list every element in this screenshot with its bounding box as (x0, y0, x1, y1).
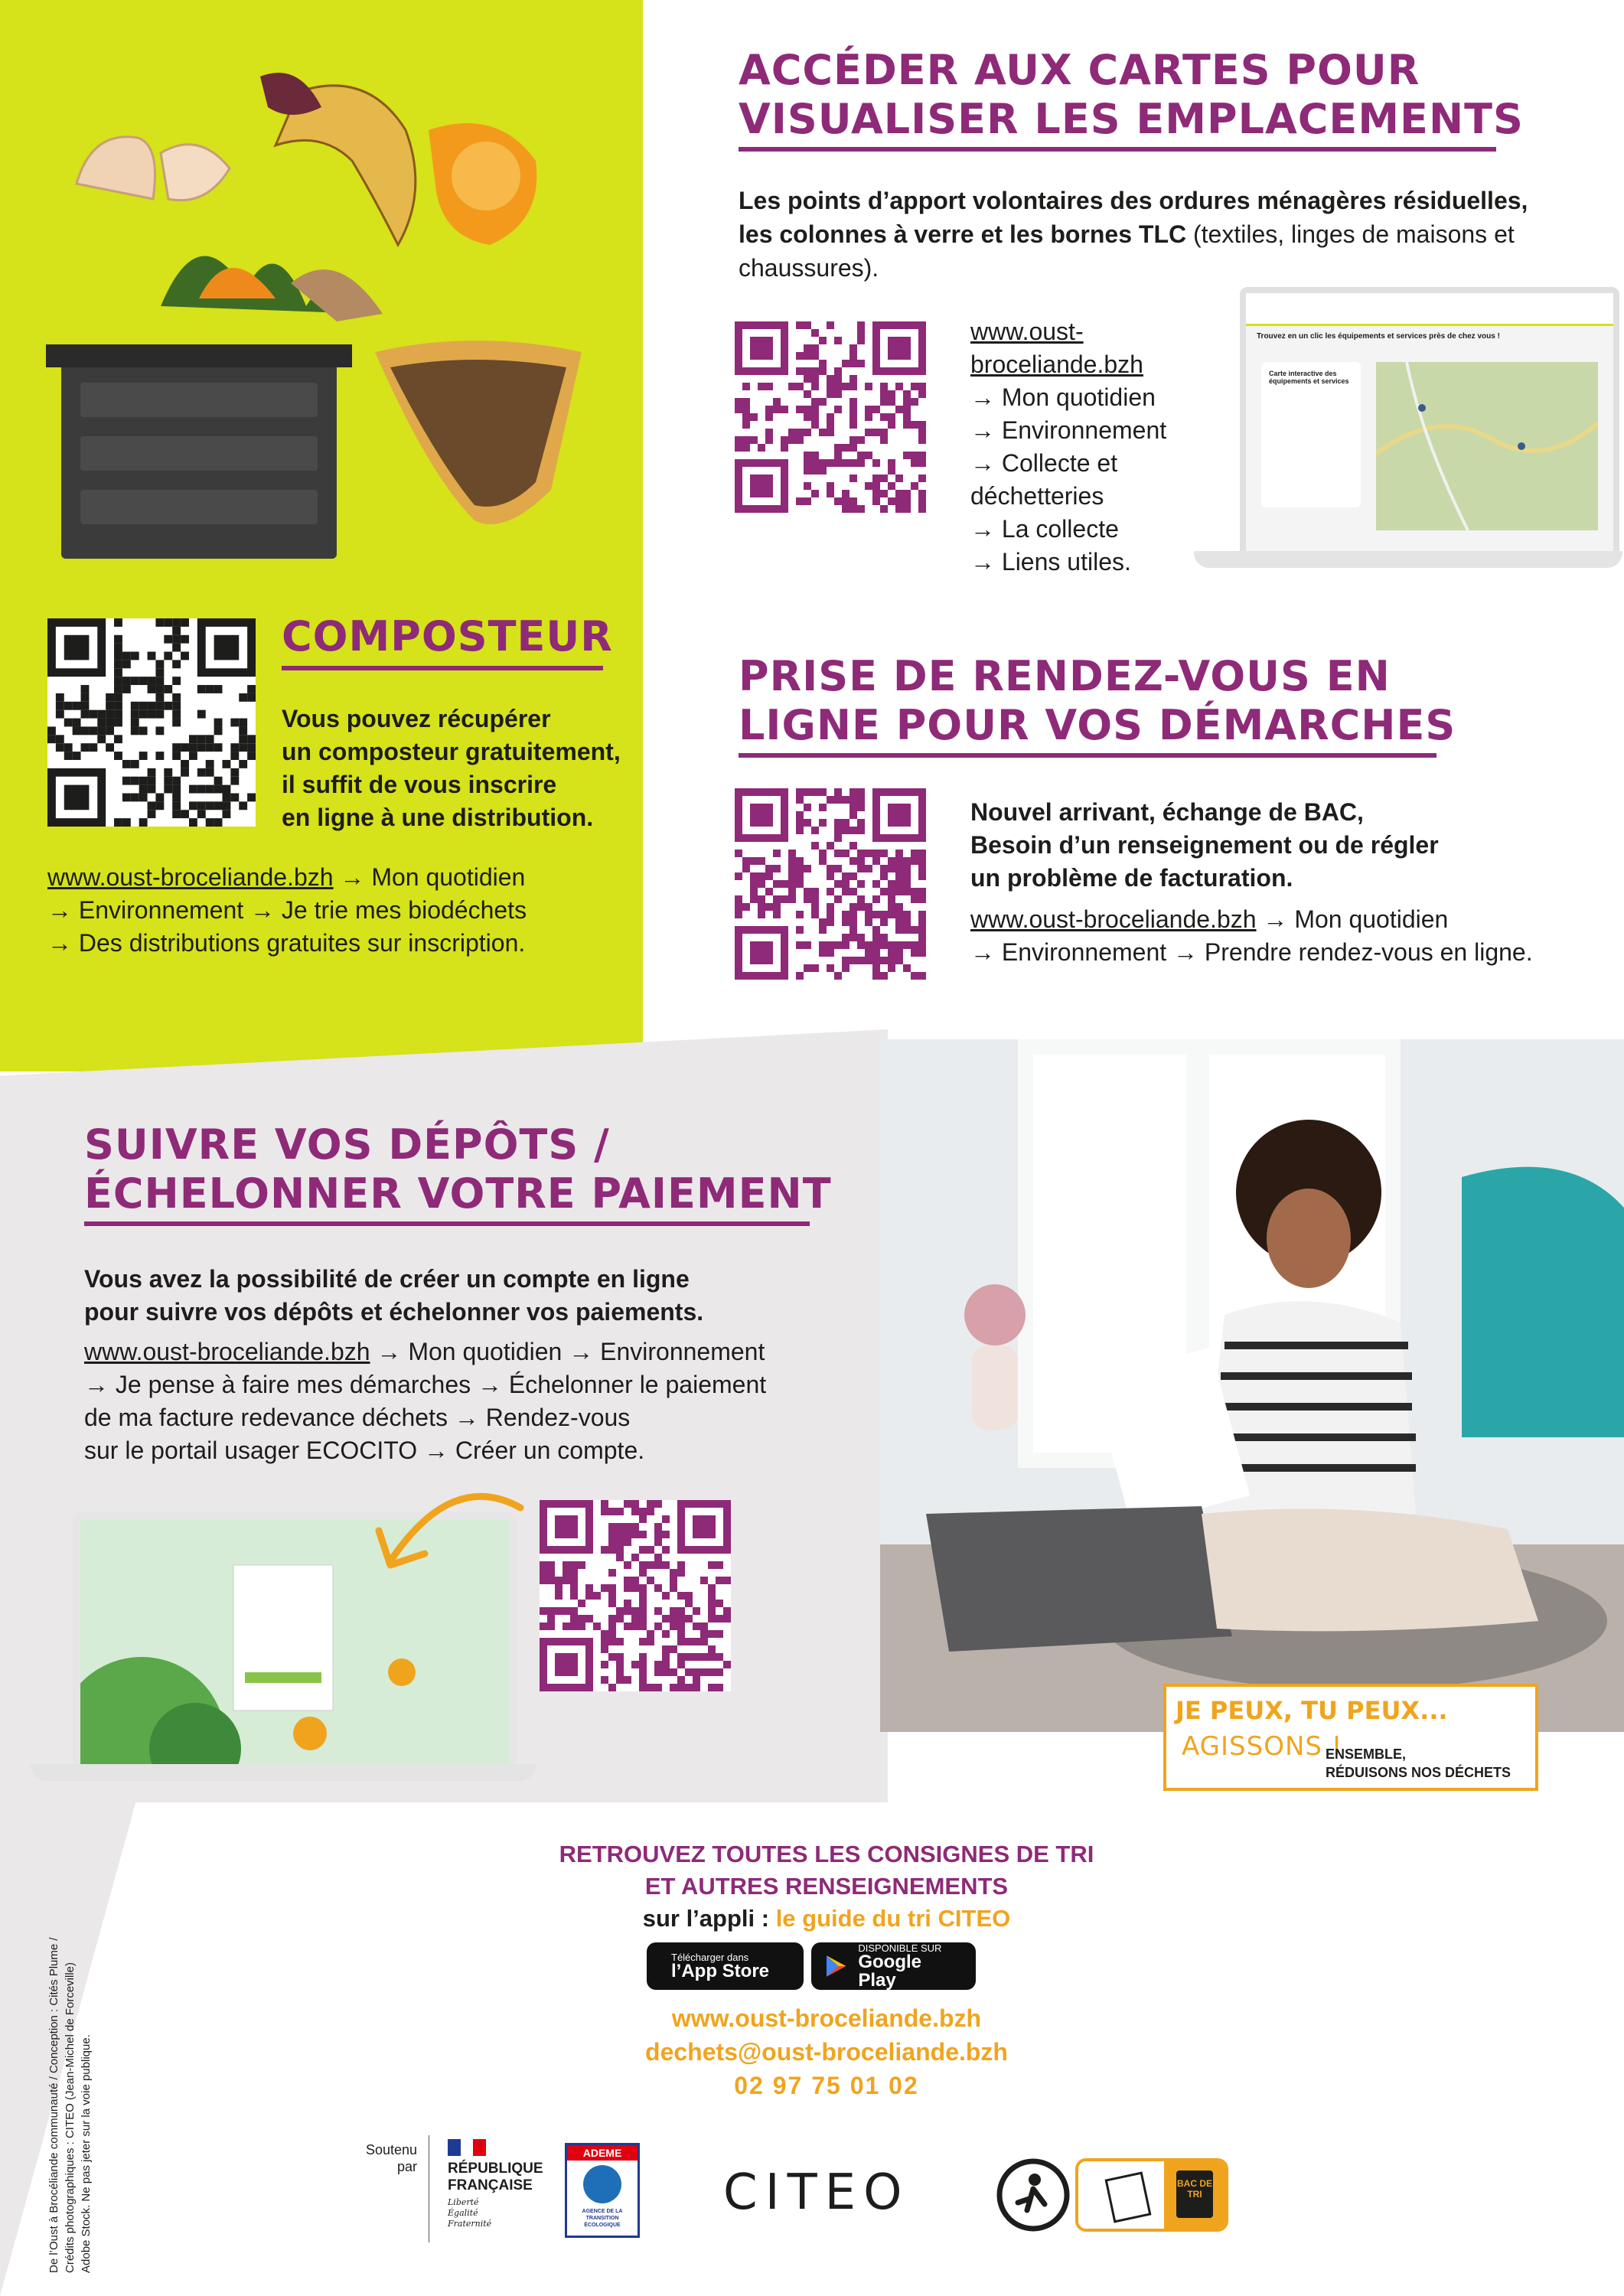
bac-de-tri-text: BAC DE TRI (1176, 2170, 1213, 2218)
footer-email-link[interactable]: dechets@oust-broceliande.bzh (645, 2038, 1008, 2066)
slogan-badge (1163, 1684, 1538, 1791)
footer-contacts (429, 2001, 1225, 2102)
footer-line2: ET AUTRES RENSEIGNEMENTS (644, 1873, 1009, 1900)
composteur-title: COMPOSTEUR (282, 612, 613, 660)
slogan-side: ENSEMBLE, RÉDUISONS NOS DÉCHETS (1326, 1746, 1511, 1780)
paper-icon (1105, 2171, 1152, 2223)
maps-path-2: → Environnement (970, 416, 1167, 444)
credits-text: De l’Oust à Brocéliande communauté / Conception : Cités Plume / Crédits photographiques : CITEO (Jean-Michel de Forceville) Adobe Stock. Ne pas jeter sur la voie publique. (47, 1937, 93, 2273)
google-play-button[interactable]: DISPONIBLE SUR Google Play (811, 1942, 976, 1990)
woman-laptop-photo (880, 1039, 1624, 1732)
soutenu-par-label: Soutenu par (365, 2142, 417, 2174)
footer-line1: RETROUVEZ TOUTES LES CONSIGNES DE TRI (559, 1841, 1094, 1867)
maps-path-3: → Collecte et (970, 449, 1118, 477)
slogan-line2: AGISSONS ! (1182, 1731, 1343, 1762)
rdv-title: PRISE DE RENDEZ-VOUS EN LIGNE POUR VOS DÉMARCHES (739, 652, 1456, 749)
composteur-qr-code[interactable] (47, 618, 256, 827)
rdv-title-rule (739, 753, 1436, 758)
footer-phone-link[interactable]: 02 97 75 01 02 (734, 2072, 919, 2099)
maps-title: ACCÉDER AUX CARTES POUR VISUALISER LES EMPLACEMENTS (739, 46, 1524, 143)
depots-qr-code[interactable] (540, 1500, 731, 1691)
maps-path-4: déchetteries (970, 482, 1104, 510)
depots-path: www.oust-broceliande.bzh → Mon quotidien → Environnement → Je pense à faire mes démarches → Échelonner le paiement de ma facture redevance déchets → Rendez-vous sur le portail usager ECOCITO → Créer un compte. (84, 1338, 767, 1464)
rdv-path: www.oust-broceliande.bzh → Mon quotidien → Environnement → Prendre rendez-vous en ligne. (970, 905, 1533, 966)
maps-link-block (970, 315, 1166, 579)
bac-de-tri-logo (1075, 2158, 1228, 2232)
rdv-body: Nouvel arrivant, échange de BAC, Besoin d’un renseignement ou de régler un problème de facturation. (970, 798, 1439, 892)
laptop-screen (1240, 287, 1619, 559)
laptop-map-card: Carte interactive des équipements et services (1261, 362, 1361, 507)
maps-path-5: → La collecte (970, 515, 1119, 543)
composteur-body: Vous pouvez récupérer un composteur gratuitement, il suffit de vous inscrire en ligne à une distribution. (282, 705, 621, 831)
maps-laptop-mockup (1194, 287, 1622, 608)
slogan-line1: JE PEUX, TU PEUX... (1176, 1696, 1448, 1725)
footer-line3: sur l’appli : le guide du tri CITEO (642, 1905, 1011, 1932)
depots-title-rule (84, 1221, 810, 1226)
composteur-title-rule (282, 666, 603, 670)
triman-icon (995, 2157, 1071, 2233)
maps-path-1: → Mon quotidien (970, 383, 1156, 411)
footer-info (429, 1838, 1225, 1935)
rdv-qr-code[interactable] (735, 788, 926, 980)
ademe-logo: ADEME AGENCE DE LA TRANSITION ÉCOLOGIQUE (565, 2143, 640, 2238)
google-play-icon (825, 1954, 847, 1978)
orange-arrow-icon (360, 1477, 528, 1592)
app-store-button[interactable]: Télécharger dans l’App Store (647, 1942, 804, 1990)
laptop-heading: Trouvez en un clic les équipements et services près de chez vous ! (1257, 332, 1500, 341)
citeo-logo: CITEO (723, 2164, 910, 2221)
maps-intro: Les points d’apport volontaires des ordures ménagères résiduelles, les colonnes à verre et les bornes TLC (textiles, linges de maisons et chaussures). (739, 187, 1528, 282)
footer-website-link[interactable]: www.oust-broceliande.bzh (671, 2004, 982, 2032)
maps-website-link[interactable]: www.oust- broceliande.bzh (970, 318, 1143, 378)
compost-illustration (46, 61, 628, 566)
depots-website-link[interactable]: www.oust-broceliande.bzh (84, 1338, 370, 1365)
composteur-path: www.oust-broceliande.bzh → Mon quotidien → Environnement → Je trie mes biodéchets → Des distributions gratuites sur inscription. (47, 863, 527, 957)
composteur-website-link[interactable]: www.oust-broceliande.bzh (47, 863, 334, 891)
laptop-map (1376, 362, 1598, 530)
depots-title: SUIVRE VOS DÉPÔTS / ÉCHELONNER VOTRE PAIEMENT (84, 1120, 832, 1218)
republique-francaise-logo: RÉPUBLIQUE FRANÇAISE Liberté Égalité Fraternité (448, 2139, 555, 2229)
maps-title-rule (739, 147, 1496, 152)
rdv-website-link[interactable]: www.oust-broceliande.bzh (970, 905, 1257, 933)
maps-qr-code[interactable] (735, 321, 926, 513)
maps-path-6: → Liens utiles. (970, 548, 1131, 576)
depots-body: Vous avez la possibilité de créer un compte en ligne pour suivre vos dépôts et échelonner vos paiements. (84, 1265, 704, 1326)
